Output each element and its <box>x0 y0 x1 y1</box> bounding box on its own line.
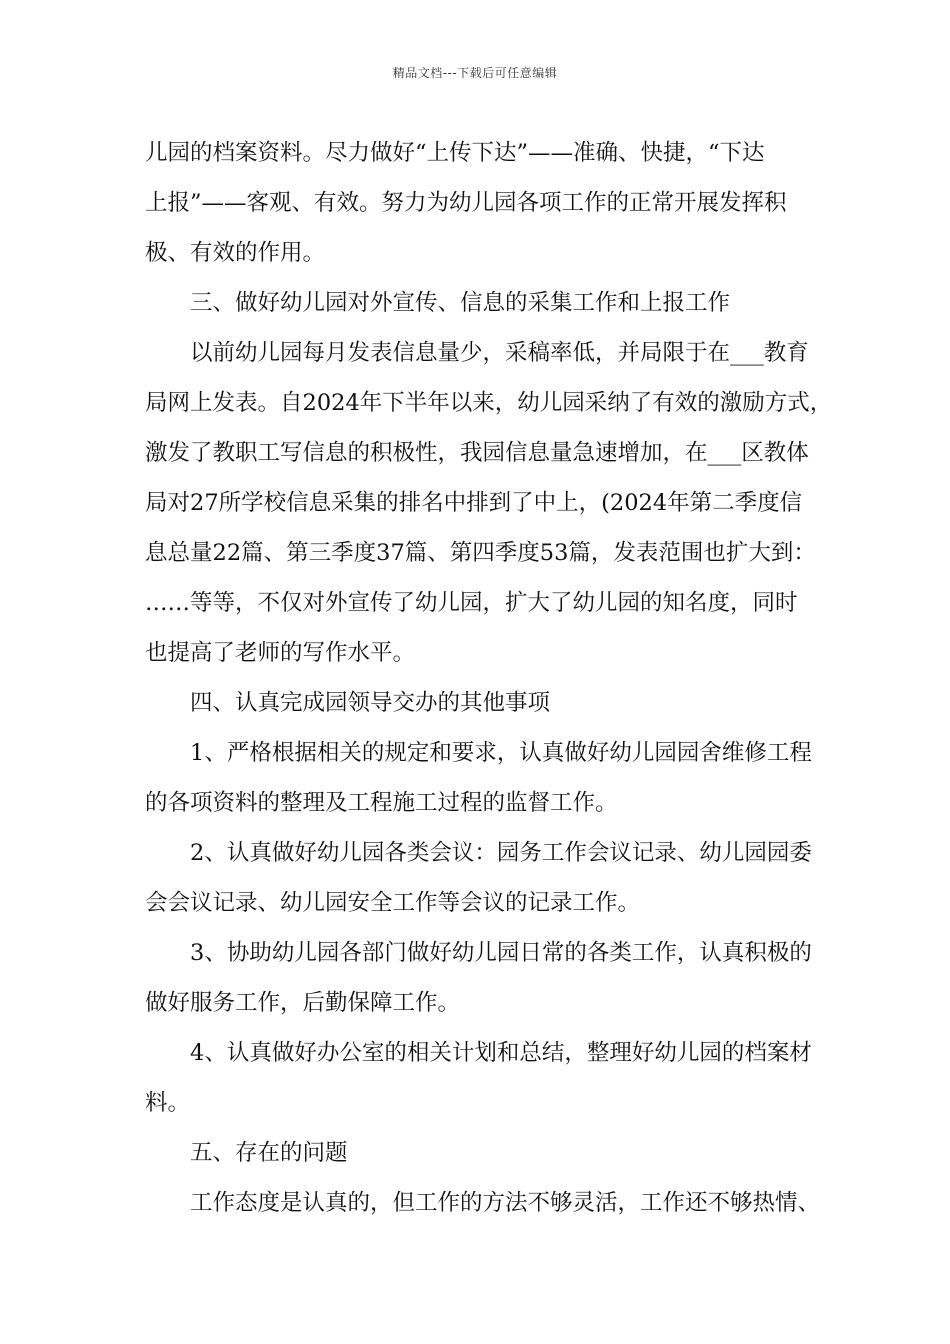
text-line: 四、认真完成园领导交办的其他事项 <box>190 690 551 716</box>
page-header: 精品文档---下载后可任意编辑 <box>392 66 558 80</box>
text-line: 2、认真做好幼儿园各类会议：园务工作会议记录、幼儿园园委 <box>190 840 812 866</box>
text-line: 料。 <box>145 1090 191 1116</box>
text-line: 局对27所学校信息采集的排名中排到了中上，(2024年第二季度信 <box>145 490 803 516</box>
text-line: 极、有效的作用。 <box>145 240 326 266</box>
paragraph <box>145 328 833 678</box>
paragraph <box>145 928 827 1028</box>
text-line: 上报”——客观、有效。努力为幼儿园各项工作的正常开展发挥积 <box>145 190 787 216</box>
paragraph <box>145 1028 827 1128</box>
text-line: 做好服务工作，后勤保障工作。 <box>145 990 461 1016</box>
text-line: 4、认真做好办公室的相关计划和总结，整理好幼儿园的档案材 <box>190 1040 812 1066</box>
text-line: ……等等，不仅对外宣传了幼儿园，扩大了幼儿园的知名度，同时 <box>145 590 798 616</box>
paragraph <box>145 1178 827 1228</box>
paragraph <box>145 728 827 828</box>
section-heading <box>145 678 827 728</box>
text-line: 五、存在的问题 <box>190 1140 348 1166</box>
paragraph <box>145 128 827 278</box>
text-line: 以前幼儿园每月发表信息量少，采稿率低，并局限于在___教育 <box>190 340 809 366</box>
text-line: 三、做好幼儿园对外宣传、信息的采集工作和上报工作 <box>190 290 731 316</box>
section-heading <box>145 278 827 328</box>
text-line: 会会议记录、幼儿园安全工作等会议的记录工作。 <box>145 890 641 916</box>
text-line: 局网上发表。自2024年下半年以来，幼儿园采纳了有效的激励方式， <box>145 390 833 416</box>
text-line: 工作态度是认真的，但工作的方法不够灵活，工作还不够热情、 <box>190 1190 821 1216</box>
text-line: 儿园的档案资料。尽力做好“上传下达”——准确、快捷，“下达 <box>145 140 765 166</box>
text-line: 激发了教职工写信息的积极性，我园信息量急速增加，在___区教体 <box>145 440 809 466</box>
paragraph <box>145 828 827 928</box>
text-line: 息总量22篇、第三季度37篇、第四季度53篇，发表范围也扩大到： <box>145 540 816 566</box>
text-line: 也提高了老师的写作水平。 <box>145 640 416 666</box>
text-line: 的各项资料的整理及工程施工过程的监督工作。 <box>145 790 618 816</box>
document-body <box>145 128 833 1228</box>
text-line: 1、严格根据相关的规定和要求，认真做好幼儿园园舍维修工程 <box>190 740 812 766</box>
text-line: 3、协助幼儿园各部门做好幼儿园日常的各类工作，认真积极的 <box>190 940 812 966</box>
section-heading <box>145 1128 827 1178</box>
